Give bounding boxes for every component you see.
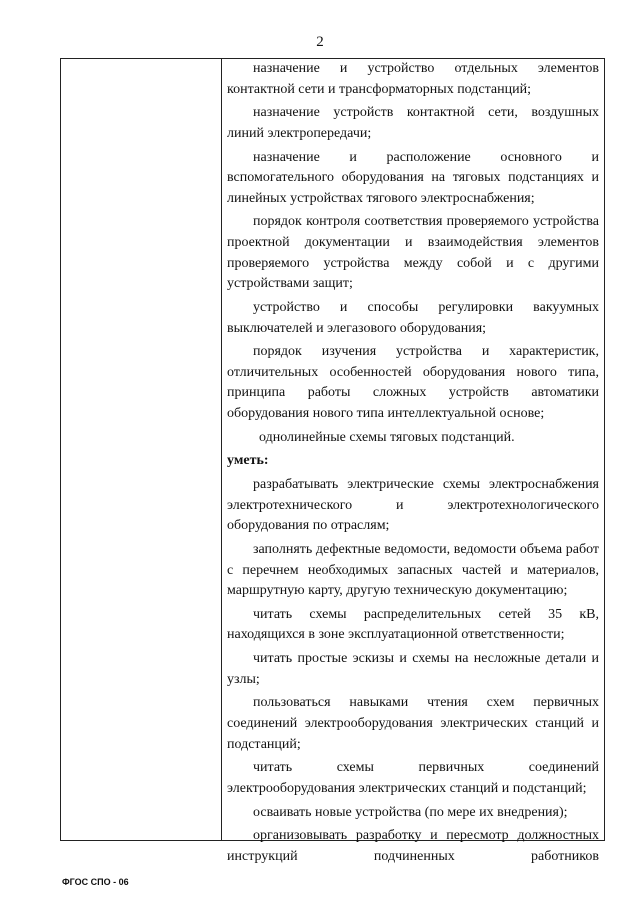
- skill-item: читать простые эскизы и схемы на несложные детали и узлы;: [227, 651, 599, 687]
- know-item: однолинейные схемы тяговых подстанций.: [259, 429, 515, 445]
- page-number: 2: [316, 34, 324, 50]
- skill-item: осваивать новые устройства (по мере их внедрения);: [253, 804, 568, 820]
- skill-item: читать схемы распределительных сетей 35 кВ, находящихся в зоне эксплуатационной ответственности;: [227, 606, 599, 643]
- skill-item: пользоваться навыками чтения схем первичных соединений электрооборудования электрических станций и подстанций;: [227, 695, 599, 752]
- skill-item: разрабатывать электрические схемы электроснабжения электротехнического и электротехнологического оборудования по отраслям;: [227, 477, 599, 534]
- skills-heading: уметь:: [227, 453, 269, 469]
- know-item: назначение и устройство отдельных элементов контактной сети и трансформаторных подстанций;: [227, 61, 599, 97]
- know-item: порядок изучения устройства и характеристик, отличительных особенностей оборудования нового типа, принципа работы сложных устройств автоматики оборудования нового типа интеллектуальной основе;: [227, 344, 599, 421]
- table-column-divider: [221, 58, 222, 841]
- skill-item: читать схемы первичных соединений электрооборудования электрических станций и подстанций;: [227, 760, 599, 796]
- know-item: назначение устройств контактной сети, воздушных линий электропередачи;: [227, 105, 599, 141]
- footer-code: ФГОС СПО - 06: [62, 877, 129, 887]
- skill-item: заполнять дефектные ведомости, ведомости объема работ с перечнем необходимых запасных частей и материалов, маршрутную карту, другую техническую документацию;: [227, 541, 599, 599]
- know-item: порядок контроля соответствия проверяемого устройства проектной документации и взаимодействия элементов проверяемого устройства между собой и с другими устройствами защит;: [227, 214, 599, 292]
- skill-item: организовывать разработку и пересмотр должностных инструкций подчиненных работников: [227, 828, 599, 864]
- know-item: назначение и расположение основного и вспомогательного оборудования на тяговых подстанциях и линейных устройствах тягового электроснабжения;: [227, 149, 599, 206]
- table-content-cell: [227, 59, 599, 870]
- know-item: устройство и способы регулировки вакуумных выключателей и элегазового оборудования;: [227, 299, 599, 336]
